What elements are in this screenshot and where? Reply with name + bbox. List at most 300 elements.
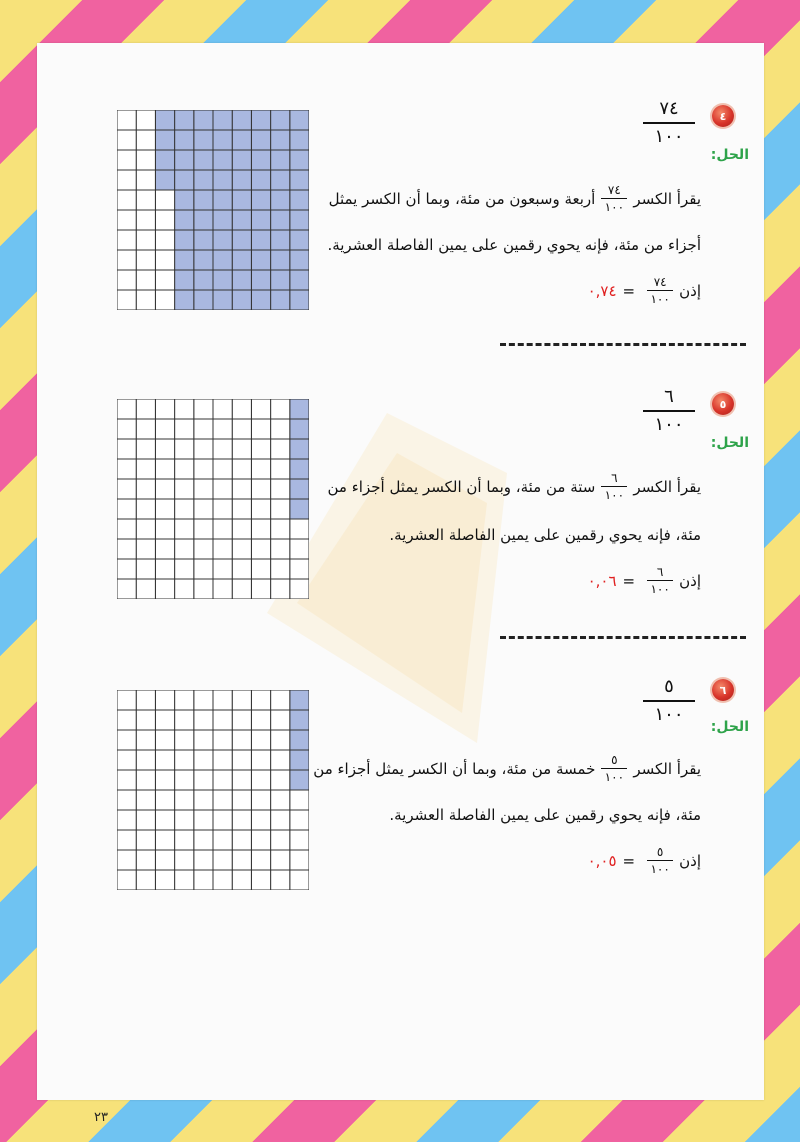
grid-cell	[117, 190, 136, 210]
grid-cell	[117, 710, 136, 730]
grid-cell	[175, 790, 194, 810]
grid-cell	[213, 419, 232, 439]
shaded-cell	[213, 250, 232, 270]
fraction-bar	[643, 122, 695, 124]
shaded-cell	[194, 190, 213, 210]
grid-cell	[290, 810, 309, 830]
shaded-cell	[290, 690, 309, 710]
grid-cell	[136, 559, 155, 579]
grid-cell	[213, 770, 232, 790]
grid-cell	[117, 290, 136, 310]
fraction-bar	[643, 700, 695, 702]
inline-denominator: ١٠٠	[604, 200, 625, 214]
decimal-answer: ٠,٠٥	[587, 851, 617, 870]
grid-cell	[117, 810, 136, 830]
grid-cell	[194, 539, 213, 559]
separator-dashes	[500, 343, 746, 346]
grid-cell	[232, 770, 251, 790]
shaded-cell	[175, 170, 194, 190]
grid-cell	[271, 830, 290, 850]
shaded-cell	[271, 130, 290, 150]
grid-cell	[213, 499, 232, 519]
grid-cell	[194, 850, 213, 870]
shaded-cell	[213, 190, 232, 210]
grid-cell	[271, 439, 290, 459]
grid-cell	[271, 690, 290, 710]
grid-cell	[213, 559, 232, 579]
grid-cell	[251, 579, 270, 599]
answer-numerator: ٧٤	[653, 275, 667, 289]
grid-cell	[232, 730, 251, 750]
worksheet-page	[37, 43, 764, 1125]
grid-cell	[194, 559, 213, 579]
shaded-cell	[232, 170, 251, 190]
grid-cell	[175, 850, 194, 870]
grid-cell	[251, 439, 270, 459]
shaded-cell	[194, 270, 213, 290]
grid-cell	[155, 850, 174, 870]
shaded-cell	[232, 150, 251, 170]
grid-cell	[290, 790, 309, 810]
grid-cell	[117, 519, 136, 539]
grid-cell	[117, 750, 136, 770]
grid-cell	[194, 439, 213, 459]
inline-fraction	[601, 183, 627, 214]
grid-cell	[155, 559, 174, 579]
grid-cell	[136, 150, 155, 170]
shaded-cell	[175, 110, 194, 130]
grid-cell	[117, 870, 136, 890]
shaded-cell	[194, 130, 213, 150]
shaded-cell	[251, 290, 270, 310]
grid-cell	[194, 499, 213, 519]
grid-cell	[290, 519, 309, 539]
grid-cell	[194, 750, 213, 770]
grid-cell	[271, 459, 290, 479]
shaded-cell	[251, 150, 270, 170]
problem-number-badge	[712, 105, 734, 127]
grid-cell	[271, 710, 290, 730]
grid-cell	[155, 579, 174, 599]
grid-cell	[155, 230, 174, 250]
grid-cell	[232, 810, 251, 830]
grid-cell	[155, 459, 174, 479]
grid-cell	[213, 870, 232, 890]
grid-cell	[155, 499, 174, 519]
shaded-cell	[251, 250, 270, 270]
problem-number-badge	[712, 393, 734, 415]
grid-cell	[136, 710, 155, 730]
grid-cell	[136, 439, 155, 459]
grid-cell	[271, 730, 290, 750]
shaded-cell	[175, 150, 194, 170]
shaded-cell	[290, 459, 309, 479]
grid-cell	[271, 499, 290, 519]
inline-bar	[601, 198, 627, 199]
grid-cell	[251, 770, 270, 790]
grid-cell	[194, 870, 213, 890]
grid-cell	[117, 270, 136, 290]
grid-cell	[271, 870, 290, 890]
grid-cell	[117, 399, 136, 419]
grid-cell	[155, 770, 174, 790]
grid-cell	[175, 519, 194, 539]
shaded-cell	[232, 250, 251, 270]
shaded-cell	[290, 210, 309, 230]
shaded-cell	[155, 130, 174, 150]
problem-number: ٤	[719, 109, 727, 123]
shaded-cell	[194, 250, 213, 270]
grid-cell	[271, 559, 290, 579]
inline-fraction	[601, 471, 627, 502]
explanation-text: أربعة وسبعون من مئة، وبما أن الكسر يمثل	[328, 189, 596, 208]
shaded-cell	[290, 710, 309, 730]
answer-bar	[647, 580, 673, 581]
inline-denominator: ١٠٠	[604, 488, 625, 502]
grid-cell	[175, 439, 194, 459]
grid-cell	[271, 750, 290, 770]
grid-cell	[117, 850, 136, 870]
shaded-cell	[232, 230, 251, 250]
shaded-cell	[290, 750, 309, 770]
grid-cell	[232, 459, 251, 479]
shaded-cell	[251, 190, 270, 210]
grid-cell	[194, 790, 213, 810]
shaded-cell	[251, 130, 270, 150]
shaded-cell	[290, 419, 309, 439]
shaded-cell	[213, 130, 232, 150]
grid-cell	[213, 850, 232, 870]
problem-number: ٥	[719, 397, 727, 411]
grid-cell	[251, 499, 270, 519]
equals-sign: =	[622, 571, 636, 590]
grid-cell	[155, 690, 174, 710]
decimal-answer: ٠,٠٦	[587, 571, 617, 590]
explanation-line-2: مئة، فإنه يحوي رقمين على يمين الفاصلة العشرية.	[389, 806, 701, 824]
grid-cell	[251, 399, 270, 419]
grid-cell	[117, 230, 136, 250]
grid-cell	[290, 850, 309, 870]
grid-cell	[251, 790, 270, 810]
shaded-cell	[271, 230, 290, 250]
grid-cell	[232, 539, 251, 559]
grid-cell	[271, 850, 290, 870]
shaded-cell	[194, 290, 213, 310]
shaded-cell	[213, 290, 232, 310]
shaded-cell	[175, 130, 194, 150]
grid-cell	[194, 690, 213, 710]
grid-cell	[251, 519, 270, 539]
grid-cell	[136, 399, 155, 419]
grid-cell	[290, 870, 309, 890]
grid-cell	[251, 459, 270, 479]
grid-cell	[136, 579, 155, 599]
answer-fraction	[647, 275, 673, 306]
shaded-cell	[271, 190, 290, 210]
problem-fraction	[641, 98, 697, 148]
grid-cell	[117, 479, 136, 499]
grid-cell	[117, 130, 136, 150]
fraction-denominator: ١٠٠	[654, 414, 684, 435]
grid-cell	[117, 830, 136, 850]
grid-cell	[232, 559, 251, 579]
grid-cell	[194, 459, 213, 479]
grid-cell	[117, 790, 136, 810]
problem-number: ٦	[719, 683, 727, 697]
grid-cell	[213, 439, 232, 459]
grid-cell	[251, 850, 270, 870]
grid-cell	[213, 750, 232, 770]
grid-cell	[194, 399, 213, 419]
grid-cell	[213, 539, 232, 559]
grid-cell	[271, 810, 290, 830]
shaded-cell	[155, 150, 174, 170]
grid-cell	[194, 419, 213, 439]
shaded-cell	[271, 270, 290, 290]
grid-cell	[136, 539, 155, 559]
grid-cell	[136, 270, 155, 290]
shaded-cell	[290, 290, 309, 310]
grid-cell	[117, 170, 136, 190]
grid-cell	[136, 850, 155, 870]
shaded-cell	[194, 150, 213, 170]
shaded-cell	[290, 130, 309, 150]
answer-word: إذن	[679, 571, 701, 590]
grid-cell	[194, 770, 213, 790]
grid-cell	[232, 579, 251, 599]
shaded-cell	[271, 170, 290, 190]
shaded-cell	[271, 150, 290, 170]
grid-cell	[290, 830, 309, 850]
grid-cell	[155, 810, 174, 830]
shaded-cell	[271, 210, 290, 230]
grid-cell	[136, 230, 155, 250]
grid-cell	[194, 730, 213, 750]
grid-cell	[213, 790, 232, 810]
shaded-cell	[175, 230, 194, 250]
inline-bar	[601, 486, 627, 487]
fraction-denominator: ١٠٠	[654, 704, 684, 725]
grid-cell	[155, 790, 174, 810]
grid-cell	[251, 870, 270, 890]
grid-cell	[117, 499, 136, 519]
grid-cell	[136, 770, 155, 790]
grid-cell	[117, 730, 136, 750]
grid-cell	[232, 850, 251, 870]
shaded-cell	[232, 130, 251, 150]
answer-word: إذن	[679, 851, 701, 870]
shaded-cell	[290, 399, 309, 419]
shaded-cell	[271, 250, 290, 270]
grid-cell	[213, 710, 232, 730]
grid-cell	[213, 399, 232, 419]
explanation-line-1	[328, 471, 701, 502]
grid-cell	[155, 290, 174, 310]
fraction-numerator: ٦	[664, 386, 674, 407]
shaded-cell	[175, 190, 194, 210]
fraction-denominator: ١٠٠	[654, 126, 684, 147]
inline-denominator: ١٠٠	[604, 770, 625, 784]
grid-cell	[213, 810, 232, 830]
grid-cell	[232, 690, 251, 710]
read-text: يقرأ الكسر	[633, 477, 701, 496]
answer-line	[588, 845, 701, 876]
shaded-cell	[232, 190, 251, 210]
grid-cell	[271, 419, 290, 439]
solution-label: الحل:	[710, 719, 749, 735]
explanation-line-1	[313, 753, 701, 784]
grid-cell	[290, 579, 309, 599]
grid-cell	[251, 750, 270, 770]
grid-cell	[251, 810, 270, 830]
grid-cell	[194, 579, 213, 599]
grid-cell	[117, 559, 136, 579]
shaded-cell	[290, 150, 309, 170]
problem-fraction	[641, 386, 697, 436]
shaded-cell	[232, 270, 251, 290]
grid-cell	[117, 539, 136, 559]
grid-cell	[155, 210, 174, 230]
shaded-cell	[251, 170, 270, 190]
grid-cell	[136, 499, 155, 519]
shaded-cell	[232, 290, 251, 310]
shaded-cell	[290, 479, 309, 499]
grid-cell	[155, 439, 174, 459]
shaded-cell	[232, 110, 251, 130]
grid-cell	[232, 479, 251, 499]
grid-cell	[155, 479, 174, 499]
shaded-cell	[175, 270, 194, 290]
explanation-text: ستة من مئة، وبما أن الكسر يمثل أجزاء من	[327, 477, 596, 496]
answer-line	[588, 275, 701, 306]
grid-cell	[271, 539, 290, 559]
read-text: يقرأ الكسر	[633, 189, 701, 208]
grid-cell	[136, 690, 155, 710]
grid-cell	[175, 539, 194, 559]
grid-cell	[232, 870, 251, 890]
grid-cell	[194, 519, 213, 539]
shaded-cell	[194, 210, 213, 230]
shaded-cell	[251, 110, 270, 130]
shaded-cell	[290, 170, 309, 190]
shaded-cell	[155, 110, 174, 130]
grid-cell	[213, 579, 232, 599]
grid-cell	[213, 830, 232, 850]
grid-cell	[117, 150, 136, 170]
grid-cell	[136, 810, 155, 830]
grid-cell	[155, 250, 174, 270]
shaded-cell	[290, 110, 309, 130]
separator-dashes	[500, 636, 746, 639]
inline-fraction	[601, 753, 627, 784]
grid-cell	[251, 539, 270, 559]
hundred-grid-3	[117, 690, 309, 890]
grid-cell	[117, 770, 136, 790]
grid-cell	[213, 459, 232, 479]
shaded-cell	[290, 250, 309, 270]
shaded-cell	[232, 210, 251, 230]
grid-cell	[232, 710, 251, 730]
grid-cell	[232, 499, 251, 519]
grid-cell	[232, 830, 251, 850]
grid-cell	[136, 870, 155, 890]
grid-cell	[136, 459, 155, 479]
grid-cell	[175, 419, 194, 439]
grid-cell	[175, 750, 194, 770]
grid-cell	[155, 270, 174, 290]
grid-cell	[251, 830, 270, 850]
grid-cell	[251, 730, 270, 750]
shaded-cell	[271, 290, 290, 310]
grid-cell	[290, 539, 309, 559]
grid-cell	[136, 479, 155, 499]
answer-denominator: ١٠٠	[650, 862, 670, 876]
inline-numerator: ٦	[611, 471, 618, 485]
grid-cell	[251, 690, 270, 710]
shaded-cell	[175, 210, 194, 230]
grid-cell	[271, 579, 290, 599]
grid-cell	[136, 790, 155, 810]
grid-cell	[175, 399, 194, 419]
grid-cell	[136, 750, 155, 770]
solution-label: الحل:	[710, 147, 749, 163]
shaded-cell	[213, 110, 232, 130]
grid-cell	[175, 459, 194, 479]
grid-cell	[213, 479, 232, 499]
answer-bar	[647, 290, 673, 291]
grid-cell	[136, 730, 155, 750]
grid-cell	[175, 770, 194, 790]
grid-cell	[175, 810, 194, 830]
grid-cell	[175, 730, 194, 750]
shaded-cell	[290, 230, 309, 250]
answer-denominator: ١٠٠	[650, 582, 670, 596]
shaded-cell	[290, 499, 309, 519]
shaded-cell	[251, 270, 270, 290]
grid-cell	[136, 830, 155, 850]
answer-line	[588, 565, 701, 596]
grid-cell	[155, 419, 174, 439]
grid-cell	[251, 710, 270, 730]
shaded-cell	[290, 190, 309, 210]
grid-cell	[290, 559, 309, 579]
shaded-cell	[213, 270, 232, 290]
grid-cell	[136, 519, 155, 539]
grid-cell	[251, 559, 270, 579]
inline-bar	[601, 768, 627, 769]
grid-cell	[117, 690, 136, 710]
shaded-cell	[251, 230, 270, 250]
solution-label: الحل:	[710, 435, 749, 451]
explanation-line-2: أجزاء من مئة، فإنه يحوي رقمين على يمين الفاصلة العشرية.	[327, 236, 701, 254]
read-text: يقرأ الكسر	[633, 759, 701, 778]
grid-cell	[232, 519, 251, 539]
grid-cell	[194, 810, 213, 830]
grid-cell	[136, 250, 155, 270]
grid-cell	[194, 479, 213, 499]
answer-denominator: ١٠٠	[650, 292, 670, 306]
answer-numerator: ٦	[656, 565, 664, 579]
grid-cell	[155, 190, 174, 210]
grid-cell	[175, 710, 194, 730]
grid-cell	[271, 770, 290, 790]
grid-cell	[136, 419, 155, 439]
grid-cell	[155, 539, 174, 559]
grid-cell	[136, 190, 155, 210]
grid-cell	[175, 579, 194, 599]
answer-word: إذن	[679, 281, 701, 300]
shaded-cell	[213, 170, 232, 190]
